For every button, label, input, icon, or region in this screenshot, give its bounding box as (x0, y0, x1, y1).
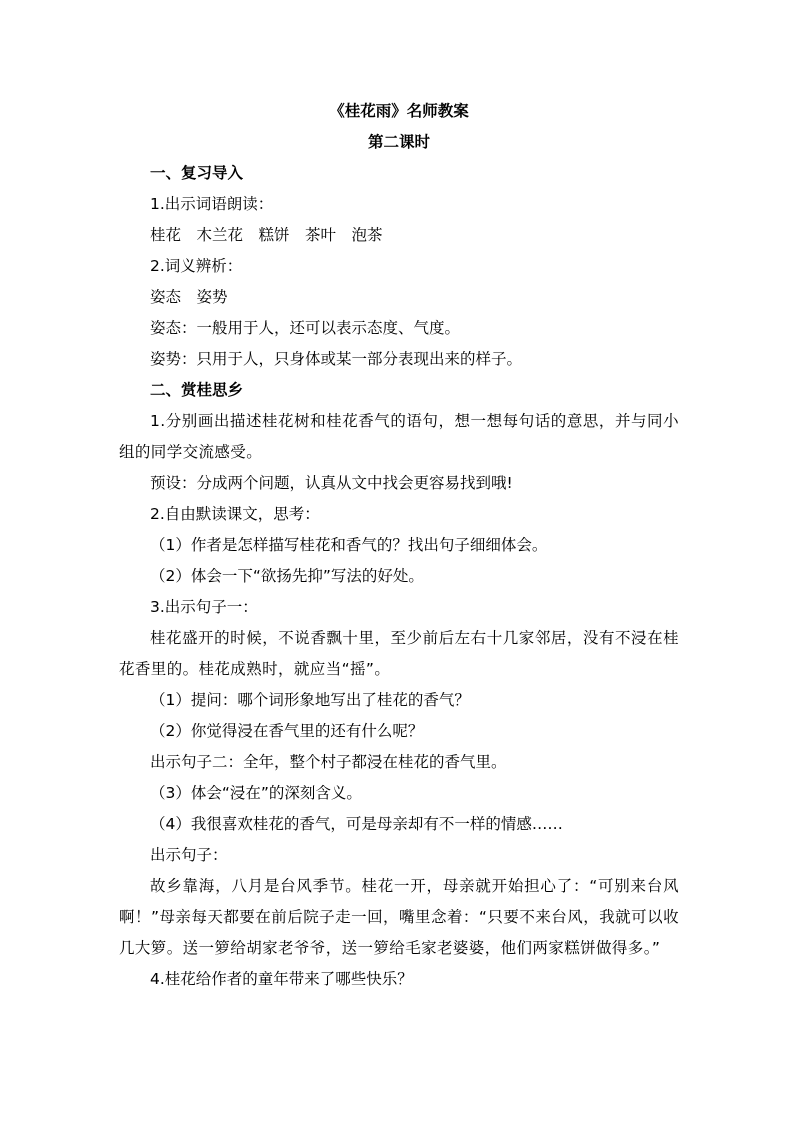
document-body (119, 96, 679, 995)
document-subtitle: 第二课时 (367, 133, 430, 151)
review-word-pair: 姿态 姿势 (150, 288, 228, 306)
appreciate-question-3: （1）提问：哪个词形象地写出了桂花的香气？ (150, 691, 470, 709)
appreciate-sentence-3: 故乡靠海，八月是台风季节。桂花一开，母亲就开始担心了：“可别来台风啊！”母亲每天都要在前后院子走一回，嘴里念着：“只要不来台风，我就可以收几大箩。送一箩给胡家老爷爷，送一箩给毛家老婆婆，他们两家糕饼做得多。” (119, 877, 679, 957)
appreciate-question-5: （3）体会“浸在”的深刻含义。 (150, 784, 362, 802)
appreciate-show-sentence: 出示句子： (150, 846, 228, 864)
appreciate-sentence-2: 出示句子二：全年，整个村子都浸在桂花的香气里。 (150, 753, 507, 771)
review-item-2: 2.词义辨析： (150, 257, 243, 275)
document-title: 《桂花雨》名师教案 (329, 102, 469, 120)
review-definition-2: 姿势：只用于人，只身体或某一部分表现出来的样子。 (150, 350, 523, 368)
appreciate-item-3: 3.出示句子一： (150, 598, 258, 616)
appreciate-preset: 预设：分成两个问题，认真从文中找会更容易找到哦! (150, 474, 513, 492)
appreciate-item-2: 2.自由默读课文，思考： (150, 505, 320, 523)
appreciate-question-6: （4）我很喜欢桂花的香气，可是母亲却有不一样的情感…… (150, 815, 563, 833)
review-item-1: 1.出示词语朗读： (150, 195, 274, 213)
appreciate-sentence-1: 桂花盛开的时候，不说香飘十里，至少前后左右十几家邻居，没有不浸在桂花香里的。桂花成熟时，就应当“摇”。 (119, 629, 679, 678)
appreciate-question-1: （1）作者是怎样描写桂花和香气的？找出句子细细体会。 (150, 536, 548, 554)
appreciate-question-2: （2）体会一下“欲扬先抑”写法的好处。 (150, 567, 424, 585)
appreciate-question-4: （2）你觉得浸在香气里的还有什么呢？ (150, 722, 424, 740)
section-heading-review: 一、复习导入 (150, 164, 244, 182)
review-definition-1: 姿态：一般用于人，还可以表示态度、气度。 (150, 319, 461, 337)
section-heading-appreciate: 二、赏桂思乡 (150, 381, 244, 399)
appreciate-item-4: 4.桂花给作者的童年带来了哪些快乐？ (150, 970, 413, 988)
appreciate-item-1: 1.分别画出描述桂花树和桂花香气的语句，想一想每句话的意思，并与同小组的同学交流感受。 (119, 412, 679, 461)
review-word-list: 桂花 木兰花 糕饼 茶叶 泡茶 (150, 226, 383, 244)
